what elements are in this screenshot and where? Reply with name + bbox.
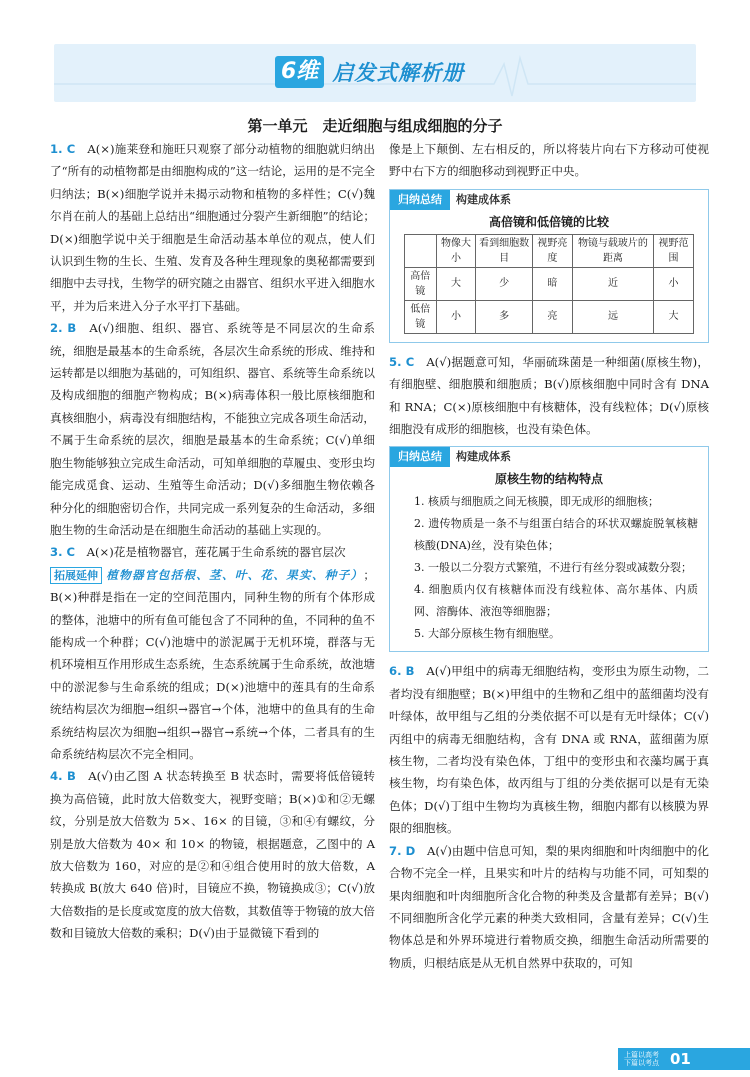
answer-5: 5. C A(√)据题意可知，华丽硫珠菌是一种细菌(原核生物)，有细胞壁、细胞膜和细胞质；B(√)原核细胞中同时含有 DNA 和 RNA；C(×)原核细胞中有核糖体，没有线粒体；D(√)原核细胞没有成形的细胞核，也没有染色体。 [389,354,709,437]
brand-logo [275,55,464,89]
page-footer [618,1048,750,1070]
unit-title: 第一单元 走近细胞与组成细胞的分子 [247,117,503,135]
table-row: 高倍镜 大 少 暗 近 小 [405,267,694,300]
comparison-table [404,234,694,334]
summary-subtitle: 构建成体系 [456,192,511,206]
list-item: 5. 大部分原核生物有细胞壁。 [414,627,560,641]
answer-7: 7. D A(√)由题中信息可知，梨的果肉细胞和叶肉细胞中的化合物不完全一样，且果实和叶片的结构与功能不同，可知梨的果肉细胞和叶肉细胞所含化合物的种类及含量都有差异；B(√)不同细胞所含化学元素的种类大致相同，含量有差异；C(√)生物体总是和外界环境进行着物质交换，细胞生命活动所需要的物质，归根结底是从无机自然界中获取的，可知 [389,843,709,970]
table-row: 低倍镜 小 多 亮 远 大 [405,300,694,333]
list-item: 3. 一般以二分裂方式繁殖，不进行有丝分裂或减数分裂； [414,561,692,575]
table-header-row: 物像大小 看到细胞数目 视野亮度 物镜与载玻片的距离 视野范围 [405,234,694,267]
answer-1: 1. C A(×)施莱登和施旺只观察了部分动植物的细胞就归纳出了“所有的动植物都是由细胞构成的”这一结论，运用的是不完全归纳法；B(×)细胞学说并未揭示动物和植物的多样性；C(√)魏尔肖在前人的基础上总结出“细胞通过分裂产生新细胞”的结论；D(×)细胞学说中关于细胞是生命活动基本单位的观点，使人们认识到生物的生长、生殖、发育及各种生理现象的奥秘都需要到细胞中去寻找，生物学的研究随之由器官、组织水平进入细胞水平，并为后来进入分子水平打下基础。 [50,142,375,313]
summary-title: 原核生物的结构特点 [494,472,603,487]
answer-3: 3. C A(×)花是植物器官，莲花属于生命系统的器官层次 拓展延伸 植物器官包括根、茎、叶、花、果实、种子）；B(×)种群是指在一定的空间范围内，同种生物的所有个体形成的整体，池塘中的所有鱼可能包含了不同种的鱼，不同种的鱼不能构成一个种群；C(√)池塘中的淤泥属于无机环境，群落与无机环境相互作用形成生态系统，生态系统属于生命系统，故池塘中的淤泥参与生命系统的组成；D(×)池塘中的莲具有的生命系统结构层次为细胞→组织→器官→个体，池塘中的鱼具有的生命系统结构层次为细胞→组织→器官→系统→个体，二者具有的生命系统结构层次不完全相同。 [50,545,375,761]
summary-subtitle: 构建成体系 [456,450,511,464]
footer-caption: 上篇以高考 下篇以考点 [624,1051,659,1067]
list-item: 1. 核质与细胞质之间无核膜，即无成形的细胞核； [414,495,659,509]
summary-box-microscope [389,189,709,343]
brand-title: 启发式解析册 [332,61,465,85]
brand-number: 6维 [275,56,324,88]
list-item: 4. 细胞质内仅有核糖体而没有线粒体、高尔基体、内质网、溶酶体、液泡等细胞器； [414,583,698,619]
answer-4-continued: 像是上下颠倒、左右相反的，所以将装片向右下方移动可使视野中右下方的细胞移动到视野正中央。 [389,142,709,179]
feature-list [390,491,708,651]
extension-text: 植物器官包括根、茎、叶、花、果实、种子） [105,567,364,582]
answer-2: 2. B A(√)细胞、组织、器官、系统等是不同层次的生命系统，细胞是最基本的生命系统，各层次生命系统的形成、维持和运转都是以细胞为基础的，可知组织、器官、系统等生命系统以及构成细胞的细胞产物构成；B(×)病毒体积一般比原核细胞和真核细胞小，病毒没有细胞结构，不能独立完成各项生命活动，不属于生命系统的层次，细胞是最基本的生命系统；C(√)单细胞生物能够独立完成生命活动，可知单细胞的草履虫、变形虫均能完成觅食、运动、生殖等生命活动；D(√)多细胞生物依赖各种分化的细胞密切合作，共同完成一系列复杂的生命活动，多细胞生物的生命活动是在细胞生命活动的基础上实现的。 [50,321,375,537]
left-column [50,138,375,945]
summary-tag: 归纳总结 [390,190,450,210]
extension-tag: 拓展延伸 [50,567,102,584]
answer-4: 4. B A(√)由乙图 A 状态转换至 B 状态时，需要将低倍镜转换为高倍镜，此时放大倍数变大，视野变暗；B(×)①和②无螺纹，分别是放大倍数为 5×、16× 的目镜，③和④有螺纹，分别是放大倍数为 40× 和 10× 的物镜，根据题意，乙图中的 A 放大倍数为 160，对应的是②和④组合使用时的放大倍数，A 转换成 B(放大 640 倍)时，目镜应不换，物镜换成③；C(√)放大倍数指的是长度或宽度的放大倍数，其数值等于物镜的放大倍数和目镜放大倍数的乘积；D(√)由于显微镜下看到的 [50,769,375,941]
list-item: 2. 遗传物质是一条不与组蛋白结合的环状双螺旋脱氧核糖核酸(DNA)丝，没有染色体； [414,517,698,553]
summary-tag: 归纳总结 [390,447,450,467]
page-number: 01 [670,1050,691,1068]
answer-6: 6. B A(√)甲组中的病毒无细胞结构，变形虫为原生动物，二者均没有细胞壁；B(×)甲组中的生物和乙组中的蓝细菌均没有叶绿体，故甲组与乙组的分类依据不可以是有无叶绿体；C(√)丙组中的病毒无细胞结构，含有 DNA 或 RNA，蓝细菌为原核生物，二者均没有染色体，丁组中的变形虫和衣藻均属于真核生物，均有染色体，故丙组与丁组的分类依据可以是有无染色体；D(√)丁组中生物均为真核生物，细胞内都有以核膜为界限的细胞核。 [389,664,709,836]
right-column [389,138,709,974]
summary-title: 高倍镜和低倍镜的比较 [488,214,609,229]
summary-box-prokaryote [389,446,709,652]
